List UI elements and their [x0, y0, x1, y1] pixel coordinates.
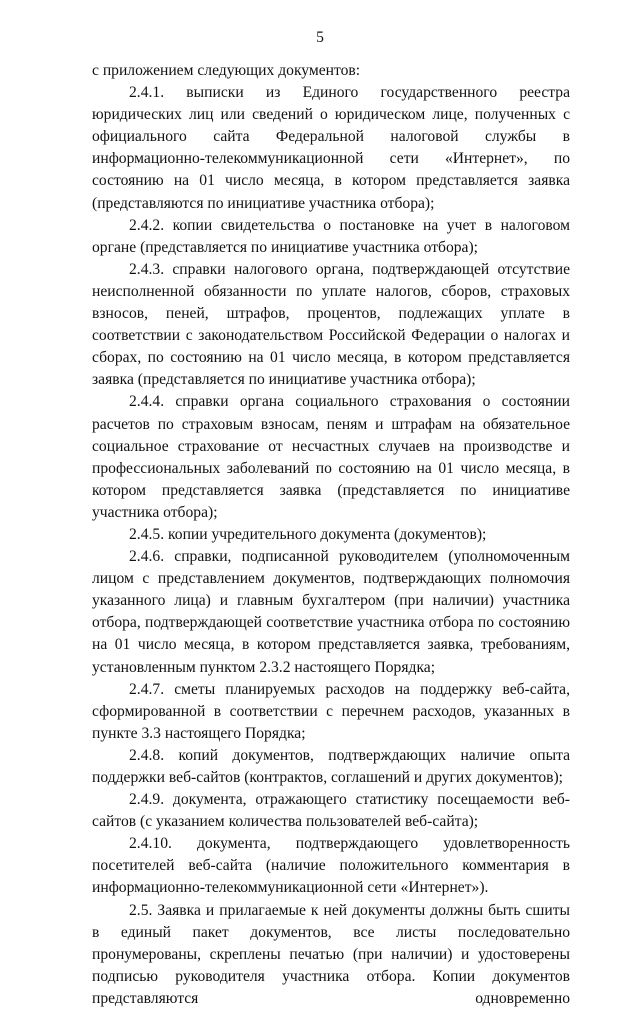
paragraph-2-4-6: 2.4.6. справки, подписанной руководителем (уполномоченным лицом с представлением документов, подтверждающих полномочия указанного лица) и главным бухгалтером (при наличии) участника отбора, подтверждающей соответствие участника отбора по состоянию на 01 число месяца, в котором представляется заявка, требованиям, установленным пунктом 2.3.2 настоящего Порядка;	[92, 548, 570, 676]
paragraph-2-4-3: 2.4.3. справки налогового органа, подтверждающей отсутствие неисполненной обязанности по уплате налогов, сборов, страховых взносов, пеней, штрафов, процентов, подлежащих уплате в соответствии с законодательством Российской Федерации о налогах и сборах, по состоянию на 01 число месяца, в котором представляется заявка (представляется по инициативе участника отбора);	[92, 260, 570, 389]
paragraph-2-4-10: 2.4.10. документа, подтверждающего удовлетворенность посетителей веб-сайта (наличие положительного комментария в информационно-телекоммуникационной сети «Интернет»).	[92, 835, 570, 897]
paragraph-2-4-5: 2.4.5. копии учредительного документа (документов);	[129, 525, 487, 543]
paragraph-2-5: 2.5. Заявка и прилагаемые к ней документы должны быть сшиты в единый пакет документов, все листы последовательно пронумерованы, скреплены печатью (при наличии) и удостоверены подписью руководителя участника отбора. Копии документов представляются одновременно	[92, 901, 570, 1007]
paragraph-2-4-9: 2.4.9. документа, отражающего статистику посещаемости веб-сайтов (с указанием количества пользователей веб-сайта);	[92, 791, 570, 831]
paragraph-2-4-2: 2.4.2. копии свидетельства о постановке на учет в налоговом органе (представляется по инициативе участника отбора);	[92, 216, 570, 256]
body-text	[92, 60, 570, 1010]
paragraph-2-4-4: 2.4.4. справки органа социального страхования о состоянии расчетов по страховым взносам, пеням и штрафам на обязательное социальное страхование от несчастных случаев на производстве и профессиональных заболеваний по состоянию на 01 число месяца, в котором представляется заявка (представляется по инициативе участника отбора);	[92, 393, 570, 521]
page-number: 5	[316, 29, 324, 46]
paragraph-2-4-7: 2.4.7. сметы планируемых расходов на поддержку веб-сайта, сформированной в соответствии с перечнем расходов, указанных в пункте 3.3 настоящего Порядка;	[92, 680, 570, 742]
paragraph-2-4-1: 2.4.1. выписки из Единого государственного реестра юридических лиц или сведений о юридическом лице, полученных с официального сайта Федеральной налоговой службы в информационно-телекоммуникационной сети «Интернет», по состоянию на 01 число месяца, в котором представляется заявка (представляются по инициативе участника отбора);	[92, 84, 570, 212]
paragraph-2-4-8: 2.4.8. копий документов, подтверждающих наличие опыта поддержки веб-сайтов (контрактов, соглашений и других документов);	[92, 746, 570, 786]
paragraph-intro: с приложением следующих документов:	[92, 62, 361, 79]
